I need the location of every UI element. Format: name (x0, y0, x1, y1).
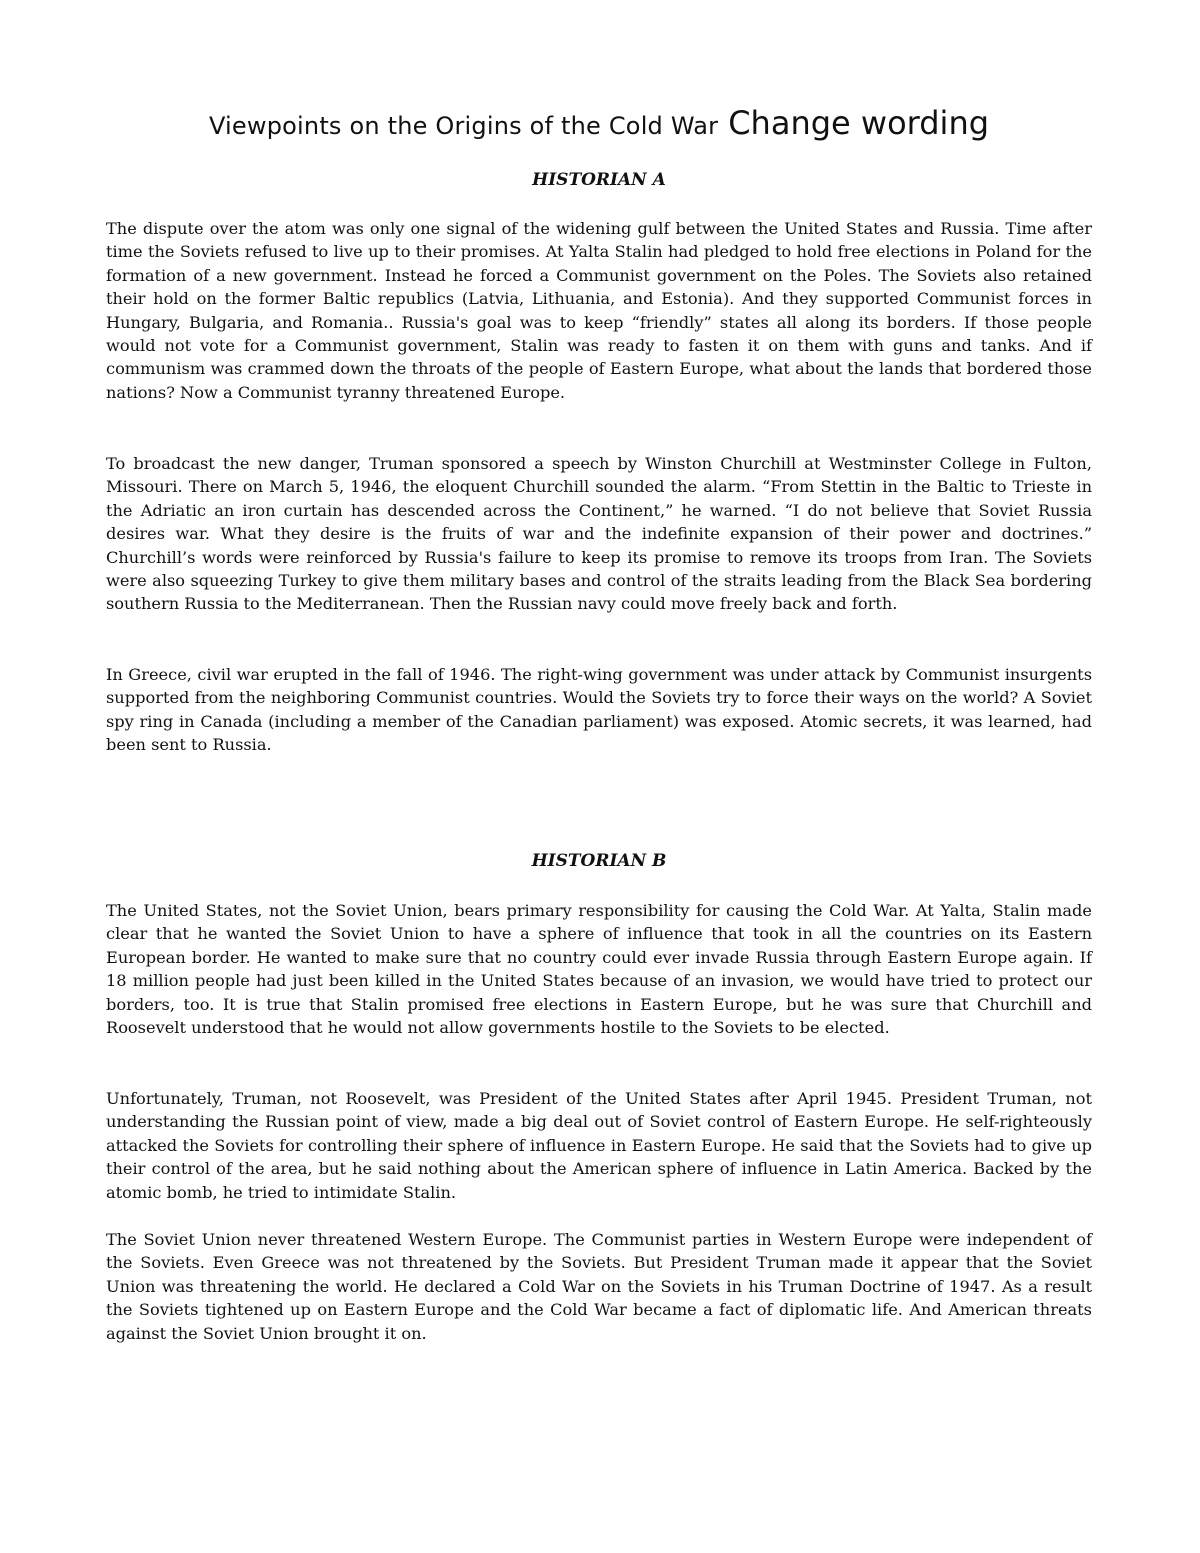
historian-b-paragraph-3: The Soviet Union never threatened Western Europe. The Communist parties in Western Europe were independent of the Soviets. Even Greece was not threatened by the Soviets. But President Truman made it appear that the Soviet Union was threatening the world. He declared a Cold War on the Soviets in his Truman Doctrine of 1947. As a result the Soviets tightened up on Eastern Europe and the Cold War became a fact of diplomatic life. And American threats against the Soviet Union brought it on. (106, 1230, 1092, 1343)
historian-a-paragraph-1: The dispute over the atom was only one signal of the widening gulf between the United States and Russia. Time after time the Soviets refused to live up to their promises. At Yalta Stalin had pledged to hold free elections in Poland for the formation of a new government. Instead he forced a Communist government on the Poles. The Soviets also retained their hold on the former Baltic republics (Latvia, Lithuania, and Estonia). And they supported Communist forces in Hungary, Bulgaria, and Romania.. Russia's goal was to keep “friendly” states all along its borders. If those people would not vote for a Communist government, Stalin was ready to fasten it on them with guns and tanks. And if communism was crammed down the throats of the people of Eastern Europe, what about the lands that bordered those nations? Now a Communist tyranny threatened Europe. (106, 219, 1092, 402)
historian-a-paragraph-2: To broadcast the new danger, Truman sponsored a speech by Winston Churchill at Westminster College in Fulton, Missouri. There on March 5, 1946, the eloquent Churchill sounded the alarm. “From Stettin in the Baltic to Trieste in the Adriatic an iron curtain has descended across the Continent,” he warned. “I do not believe that Soviet Russia desires war. What they desire is the fruits of war and the indefinite expansion of their power and doctrines.” Churchill’s words were reinforced by Russia's failure to keep its promise to remove its troops from Iran. The Soviets were also squeezing Turkey to give them military bases and control of the straits leading from the Black Sea bordering southern Russia to the Mediterranean. Then the Russian navy could move freely back and forth. (106, 454, 1092, 614)
historian-a-paragraph-3: In Greece, civil war erupted in the fall of 1946. The right-wing government was under attack by Communist insurgents supported from the neighboring Communist countries. Would the Soviets try to force their ways on the world? A Soviet spy ring in Canada (including a member of the Canadian parliament) was exposed. Atomic secrets, it was learned, had been sent to Russia. (106, 665, 1092, 755)
document-title: Viewpoints on the Origins of the Cold War (208, 112, 719, 140)
section-heading-historian-b: HISTORIAN B (531, 851, 667, 871)
title-edit-note: Change wording (728, 104, 990, 142)
historian-b-paragraph-2: Unfortunately, Truman, not Roosevelt, was President of the United States after April 1945. President Truman, not understanding the Russian point of view, made a big deal out of Soviet control of Eastern Europe. He self-righteously attacked the Soviets for controlling their sphere of influence in Eastern Europe. He said that the Soviets had to give up their control of the area, but he said nothing about the American sphere of influence in Latin America. Backed by the atomic bomb, he tried to intimidate Stalin. (106, 1089, 1092, 1202)
section-heading-historian-a: HISTORIAN A (532, 170, 666, 190)
page-title (106, 104, 1092, 142)
historian-b-paragraph-1: The United States, not the Soviet Union, bears primary responsibility for causing the Cold War. At Yalta, Stalin made clear that he wanted the Soviet Union to have a sphere of influence that took in all the countries on its Eastern European border. He wanted to make sure that no country could ever invade Russia through Eastern Europe again. If 18 million people had just been killed in the United States because of an invasion, we would have tried to protect our borders, too. It is true that Stalin promised free elections in Eastern Europe, but he was sure that Churchill and Roosevelt understood that he would not allow governments hostile to the Soviets to be elected. (106, 901, 1092, 1038)
